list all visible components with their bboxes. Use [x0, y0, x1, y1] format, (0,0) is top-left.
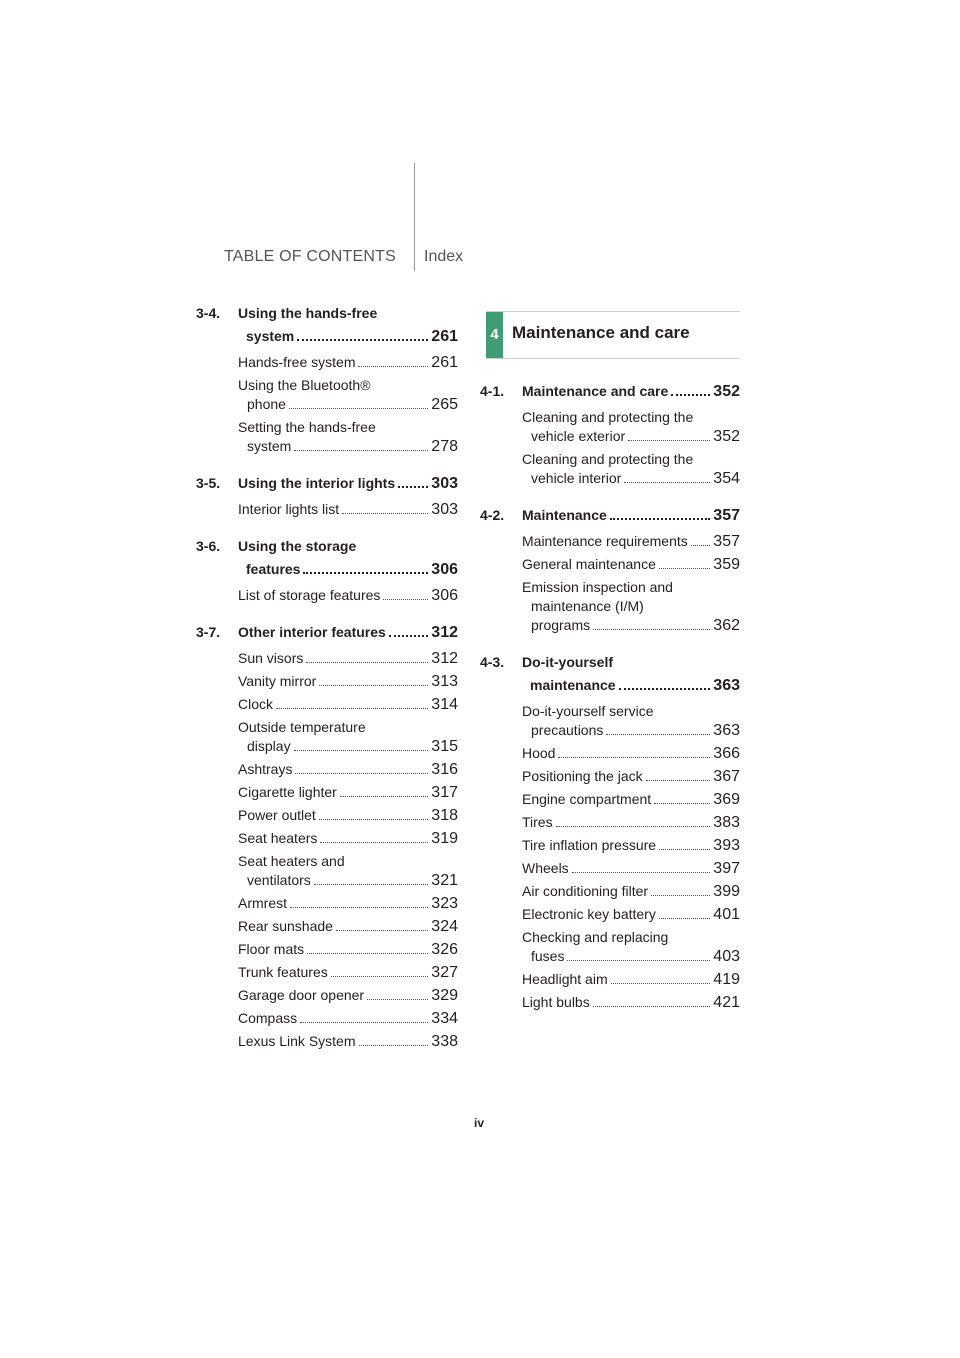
section-title-text: maintenance [530, 677, 616, 693]
entry-leader-line [522, 836, 740, 855]
entry-text: Hands-free system [238, 354, 356, 370]
entry-text: programs [531, 617, 591, 633]
entry-leader-line [238, 437, 458, 456]
section-items [196, 586, 458, 605]
entry-page-number: 317 [431, 784, 458, 801]
entry-page-number: 261 [431, 354, 458, 371]
header-divider [414, 163, 415, 271]
dot-leader [336, 917, 428, 931]
toc-entry[interactable] [238, 986, 458, 1005]
toc-entry[interactable] [238, 718, 458, 756]
dot-leader [295, 760, 428, 774]
entry-leader-line [522, 859, 740, 878]
toc-entry[interactable] [522, 928, 740, 966]
entry-text: Interior lights list [238, 501, 340, 517]
entry-text: display [247, 738, 291, 754]
dot-leader [294, 437, 428, 451]
entry-leader-line [238, 940, 458, 959]
entry-text: Positioning the jack [522, 768, 643, 784]
entry-text: fuses [531, 948, 565, 964]
toc-entry[interactable] [522, 790, 740, 809]
entry-text: Tires [522, 814, 553, 830]
toc-section [480, 651, 740, 1012]
toc-section [196, 472, 458, 519]
entry-text: Hood [522, 745, 556, 761]
section-page-number: 357 [713, 507, 740, 524]
entry-text-line: Setting the hands-free [238, 419, 376, 435]
section-number: 3-7. [196, 624, 221, 640]
entry-leader-line [522, 555, 740, 574]
entry-leader-line [522, 427, 740, 446]
entry-text: Engine compartment [522, 791, 652, 807]
section-title-line: Do-it-yourself [522, 654, 613, 670]
toc-entry[interactable] [238, 649, 458, 668]
section-heading[interactable] [480, 651, 740, 697]
entry-page-number: 397 [713, 860, 740, 877]
entry-page-number: 319 [431, 830, 458, 847]
toc-entry[interactable] [522, 836, 740, 855]
dot-leader [606, 721, 710, 735]
entry-page-number: 278 [431, 438, 458, 455]
entry-leader-line [522, 905, 740, 924]
dot-leader [358, 353, 428, 367]
section-title-text: system [246, 328, 295, 344]
entry-page-number: 334 [431, 1010, 458, 1027]
section-heading[interactable] [196, 535, 458, 581]
toc-entry[interactable] [522, 578, 740, 635]
toc-entry[interactable] [238, 695, 458, 714]
section-title [238, 472, 458, 495]
section-title-leader-line [238, 472, 458, 495]
section-title-text: features [246, 561, 301, 577]
toc-entry[interactable] [238, 806, 458, 825]
dot-leader [359, 1032, 429, 1046]
section-title-text: Maintenance and care [522, 383, 669, 399]
toc-entry[interactable] [522, 993, 740, 1012]
entry-text: Trunk features [238, 964, 328, 980]
entry-text: phone [247, 396, 286, 412]
section-title [238, 535, 458, 581]
section-title-text: Maintenance [522, 507, 607, 523]
section-number: 3-6. [196, 538, 221, 554]
dot-leader [624, 469, 710, 483]
entry-page-number: 401 [713, 906, 740, 923]
toc-section [196, 535, 458, 605]
section-page-number: 312 [431, 624, 458, 641]
dot-leader [572, 859, 711, 873]
section-items [480, 408, 740, 488]
entry-page-number: 329 [431, 987, 458, 1004]
dot-leader [340, 783, 428, 797]
dot-leader [306, 649, 428, 663]
entry-text: Electronic key battery [522, 906, 656, 922]
section-heading[interactable] [480, 504, 740, 527]
entry-page-number: 359 [713, 556, 740, 573]
dot-leader [319, 806, 428, 820]
entry-page-number: 367 [713, 768, 740, 785]
entry-leader-line [522, 721, 740, 740]
entry-page-number: 312 [431, 650, 458, 667]
dot-leader [567, 947, 710, 961]
section-title [522, 651, 740, 697]
section-items [480, 702, 740, 1012]
entry-text: Ashtrays [238, 761, 293, 777]
section-title-leader-line [522, 380, 740, 403]
entry-text-line: Cleaning and protecting the [522, 409, 694, 425]
entry-leader-line [522, 993, 740, 1012]
entry-page-number: 326 [431, 941, 458, 958]
section-title-line: Using the hands-free [238, 305, 378, 321]
entry-leader-line [238, 871, 458, 890]
entry-text: General maintenance [522, 556, 656, 572]
toc-entry[interactable] [522, 970, 740, 989]
section-heading[interactable] [480, 380, 740, 403]
dot-leader [300, 1009, 428, 1023]
dot-leader [331, 963, 429, 977]
entry-page-number: 369 [713, 791, 740, 808]
entry-text-line: Do-it-yourself service [522, 703, 654, 719]
dot-leader [610, 504, 710, 520]
section-number: 4-1. [480, 383, 505, 399]
entry-text-line: maintenance (I/M) [531, 598, 644, 614]
entry-page-number: 366 [713, 745, 740, 762]
dot-leader [671, 380, 710, 396]
toc-entry[interactable] [238, 829, 458, 848]
entry-leader-line [238, 894, 458, 913]
dot-leader [646, 767, 711, 781]
entry-leader-line [522, 469, 740, 488]
dot-leader [651, 882, 710, 896]
dot-leader [659, 905, 710, 919]
entry-page-number: 362 [713, 617, 740, 634]
entry-page-number: 314 [431, 696, 458, 713]
left-toc-column [196, 302, 458, 1067]
toc-section [480, 504, 740, 635]
toc-entry[interactable] [522, 408, 740, 446]
dot-leader [628, 427, 710, 441]
section-heading[interactable] [196, 302, 458, 348]
entry-text: Light bulbs [522, 994, 590, 1010]
section-page-number: 352 [713, 383, 740, 400]
entry-leader-line [238, 917, 458, 936]
dot-leader [654, 790, 710, 804]
dot-leader [383, 586, 428, 600]
dot-leader [307, 940, 428, 954]
entry-page-number: 265 [431, 396, 458, 413]
entry-text: Power outlet [238, 807, 316, 823]
dot-leader [297, 325, 428, 341]
entry-text-line: Checking and replacing [522, 929, 669, 945]
toc-entry[interactable] [238, 940, 458, 959]
entry-leader-line [522, 532, 740, 551]
entry-leader-line [238, 963, 458, 982]
toc-entry[interactable] [522, 859, 740, 878]
dot-leader [320, 829, 428, 843]
entry-text: Air conditioning filter [522, 883, 649, 899]
section-title-leader-line [238, 325, 458, 348]
entry-leader-line [238, 1032, 458, 1051]
section-title-line: Using the storage [238, 538, 357, 554]
entry-page-number: 352 [713, 428, 740, 445]
entry-leader-line [238, 695, 458, 714]
dot-leader [593, 993, 711, 1007]
entry-text: Armrest [238, 895, 287, 911]
section-heading[interactable] [196, 621, 458, 644]
entry-text-line: Seat heaters and [238, 853, 345, 869]
toc-entry[interactable] [238, 418, 458, 456]
toc-entry[interactable] [522, 702, 740, 740]
toc-entry[interactable] [522, 882, 740, 901]
entry-leader-line [238, 395, 458, 414]
entry-leader-line [522, 790, 740, 809]
entry-page-number: 306 [431, 587, 458, 604]
entry-text: Headlight aim [522, 971, 608, 987]
section-title [238, 302, 458, 348]
dot-leader [276, 695, 428, 709]
entry-leader-line [238, 649, 458, 668]
dot-leader [659, 836, 710, 850]
entry-text: Wheels [522, 860, 569, 876]
entry-text-line: Using the Bluetooth® [238, 377, 371, 393]
entry-text: Cigarette lighter [238, 784, 337, 800]
toc-section [196, 302, 458, 456]
toc-entry[interactable] [522, 744, 740, 763]
chapter-title: Maintenance and care [512, 323, 690, 342]
right-toc-column [480, 380, 740, 1028]
section-items [480, 532, 740, 635]
dot-leader [398, 472, 428, 488]
entry-text-line: Cleaning and protecting the [522, 451, 694, 467]
section-title-leader-line [238, 621, 458, 644]
index-link[interactable]: Index [424, 248, 464, 265]
toc-entry[interactable] [238, 500, 458, 519]
entry-page-number: 354 [713, 470, 740, 487]
dot-leader [289, 395, 428, 409]
entry-leader-line [522, 813, 740, 832]
section-title-text: Other interior features [238, 624, 386, 640]
toc-entry[interactable] [238, 783, 458, 802]
toc-entry[interactable] [238, 672, 458, 691]
section-page-number: 261 [431, 328, 458, 345]
entry-leader-line [522, 767, 740, 786]
toc-entry[interactable] [522, 532, 740, 551]
toc-entry[interactable] [522, 555, 740, 574]
dot-leader [290, 894, 428, 908]
toc-entry[interactable] [238, 917, 458, 936]
section-number: 3-5. [196, 475, 221, 491]
entry-leader-line [238, 737, 458, 756]
section-items [196, 500, 458, 519]
entry-text: Clock [238, 696, 274, 712]
entry-text: Floor mats [238, 941, 305, 957]
entry-text: ventilators [247, 872, 311, 888]
entry-leader-line [522, 970, 740, 989]
entry-page-number: 419 [713, 971, 740, 988]
entry-text: Lexus Link System [238, 1033, 356, 1049]
dot-leader [558, 744, 710, 758]
dot-leader [619, 674, 711, 690]
entry-page-number: 399 [713, 883, 740, 900]
section-title-leader-line [522, 504, 740, 527]
dot-leader [342, 500, 428, 514]
table-of-contents-link[interactable]: TABLE OF CONTENTS [223, 248, 396, 265]
section-title [238, 621, 458, 644]
entry-text: system [247, 438, 292, 454]
entry-text: vehicle interior [531, 470, 622, 486]
toc-section [196, 621, 458, 1051]
toc-entry[interactable] [522, 450, 740, 488]
toc-section [480, 380, 740, 488]
section-page-number: 363 [713, 677, 740, 694]
entry-leader-line [238, 806, 458, 825]
dot-leader [691, 532, 711, 546]
section-title [522, 504, 740, 527]
chapter-number-tab: 4 [486, 312, 503, 358]
toc-entry[interactable] [238, 894, 458, 913]
chapter-banner[interactable] [486, 311, 740, 359]
entry-page-number: 363 [713, 722, 740, 739]
entry-leader-line [522, 744, 740, 763]
entry-leader-line [238, 1009, 458, 1028]
entry-leader-line [238, 500, 458, 519]
section-number: 4-2. [480, 507, 505, 523]
entry-leader-line [238, 353, 458, 372]
entry-page-number: 316 [431, 761, 458, 778]
entry-text: List of storage features [238, 587, 381, 603]
section-page-number: 306 [431, 561, 458, 578]
entry-text: vehicle exterior [531, 428, 626, 444]
section-items [196, 649, 458, 1051]
section-title-leader-line [522, 674, 740, 697]
toc-entry[interactable] [238, 760, 458, 779]
entry-leader-line [522, 947, 740, 966]
section-number: 3-4. [196, 305, 221, 321]
toc-entry[interactable] [238, 963, 458, 982]
entry-page-number: 383 [713, 814, 740, 831]
dot-leader [314, 871, 428, 885]
entry-page-number: 327 [431, 964, 458, 981]
entry-page-number: 313 [431, 673, 458, 690]
entry-text: Seat heaters [238, 830, 318, 846]
dot-leader [593, 616, 710, 630]
section-title-text: Using the interior lights [238, 475, 396, 491]
entry-text: Garage door opener [238, 987, 365, 1003]
entry-page-number: 338 [431, 1033, 458, 1050]
dot-leader [389, 621, 428, 637]
entry-leader-line [522, 616, 740, 635]
entry-text: Tire inflation pressure [522, 837, 657, 853]
section-number: 4-3. [480, 654, 505, 670]
entry-page-number: 315 [431, 738, 458, 755]
entry-text: precautions [531, 722, 604, 738]
entry-leader-line [238, 672, 458, 691]
section-page-number: 303 [431, 475, 458, 492]
dot-leader [556, 813, 711, 827]
entry-page-number: 323 [431, 895, 458, 912]
dot-leader [611, 970, 711, 984]
dot-leader [303, 558, 428, 574]
entry-text: Sun visors [238, 650, 304, 666]
entry-leader-line [238, 986, 458, 1005]
entry-text: Compass [238, 1010, 298, 1026]
entry-page-number: 321 [431, 872, 458, 889]
entry-text-line: Emission inspection and [522, 579, 673, 595]
toc-entry[interactable] [238, 852, 458, 890]
entry-text: Maintenance requirements [522, 533, 688, 549]
entry-leader-line [238, 586, 458, 605]
section-title-leader-line [238, 558, 458, 581]
entry-leader-line [522, 882, 740, 901]
toc-entry[interactable] [238, 1032, 458, 1051]
entry-leader-line [238, 760, 458, 779]
toc-entry[interactable] [522, 905, 740, 924]
entry-text: Rear sunshade [238, 918, 333, 934]
entry-page-number: 393 [713, 837, 740, 854]
entry-page-number: 403 [713, 948, 740, 965]
dot-leader [294, 737, 429, 751]
section-heading[interactable] [196, 472, 458, 495]
entry-page-number: 303 [431, 501, 458, 518]
entry-page-number: 357 [713, 533, 740, 550]
entry-text: Vanity mirror [238, 673, 317, 689]
entry-text-line: Outside temperature [238, 719, 366, 735]
toc-entry[interactable] [522, 813, 740, 832]
entry-leader-line [238, 783, 458, 802]
toc-entry[interactable] [522, 767, 740, 786]
entry-page-number: 324 [431, 918, 458, 935]
dot-leader [367, 986, 428, 1000]
section-items [196, 353, 458, 456]
section-title [522, 380, 740, 403]
entry-page-number: 421 [713, 994, 740, 1011]
dot-leader [659, 555, 710, 569]
dot-leader [319, 672, 428, 686]
toc-entry[interactable] [238, 376, 458, 414]
toc-entry[interactable] [238, 353, 458, 372]
page-number: iv [474, 1116, 485, 1130]
toc-entry[interactable] [238, 586, 458, 605]
entry-leader-line [238, 829, 458, 848]
entry-page-number: 318 [431, 807, 458, 824]
toc-entry[interactable] [238, 1009, 458, 1028]
